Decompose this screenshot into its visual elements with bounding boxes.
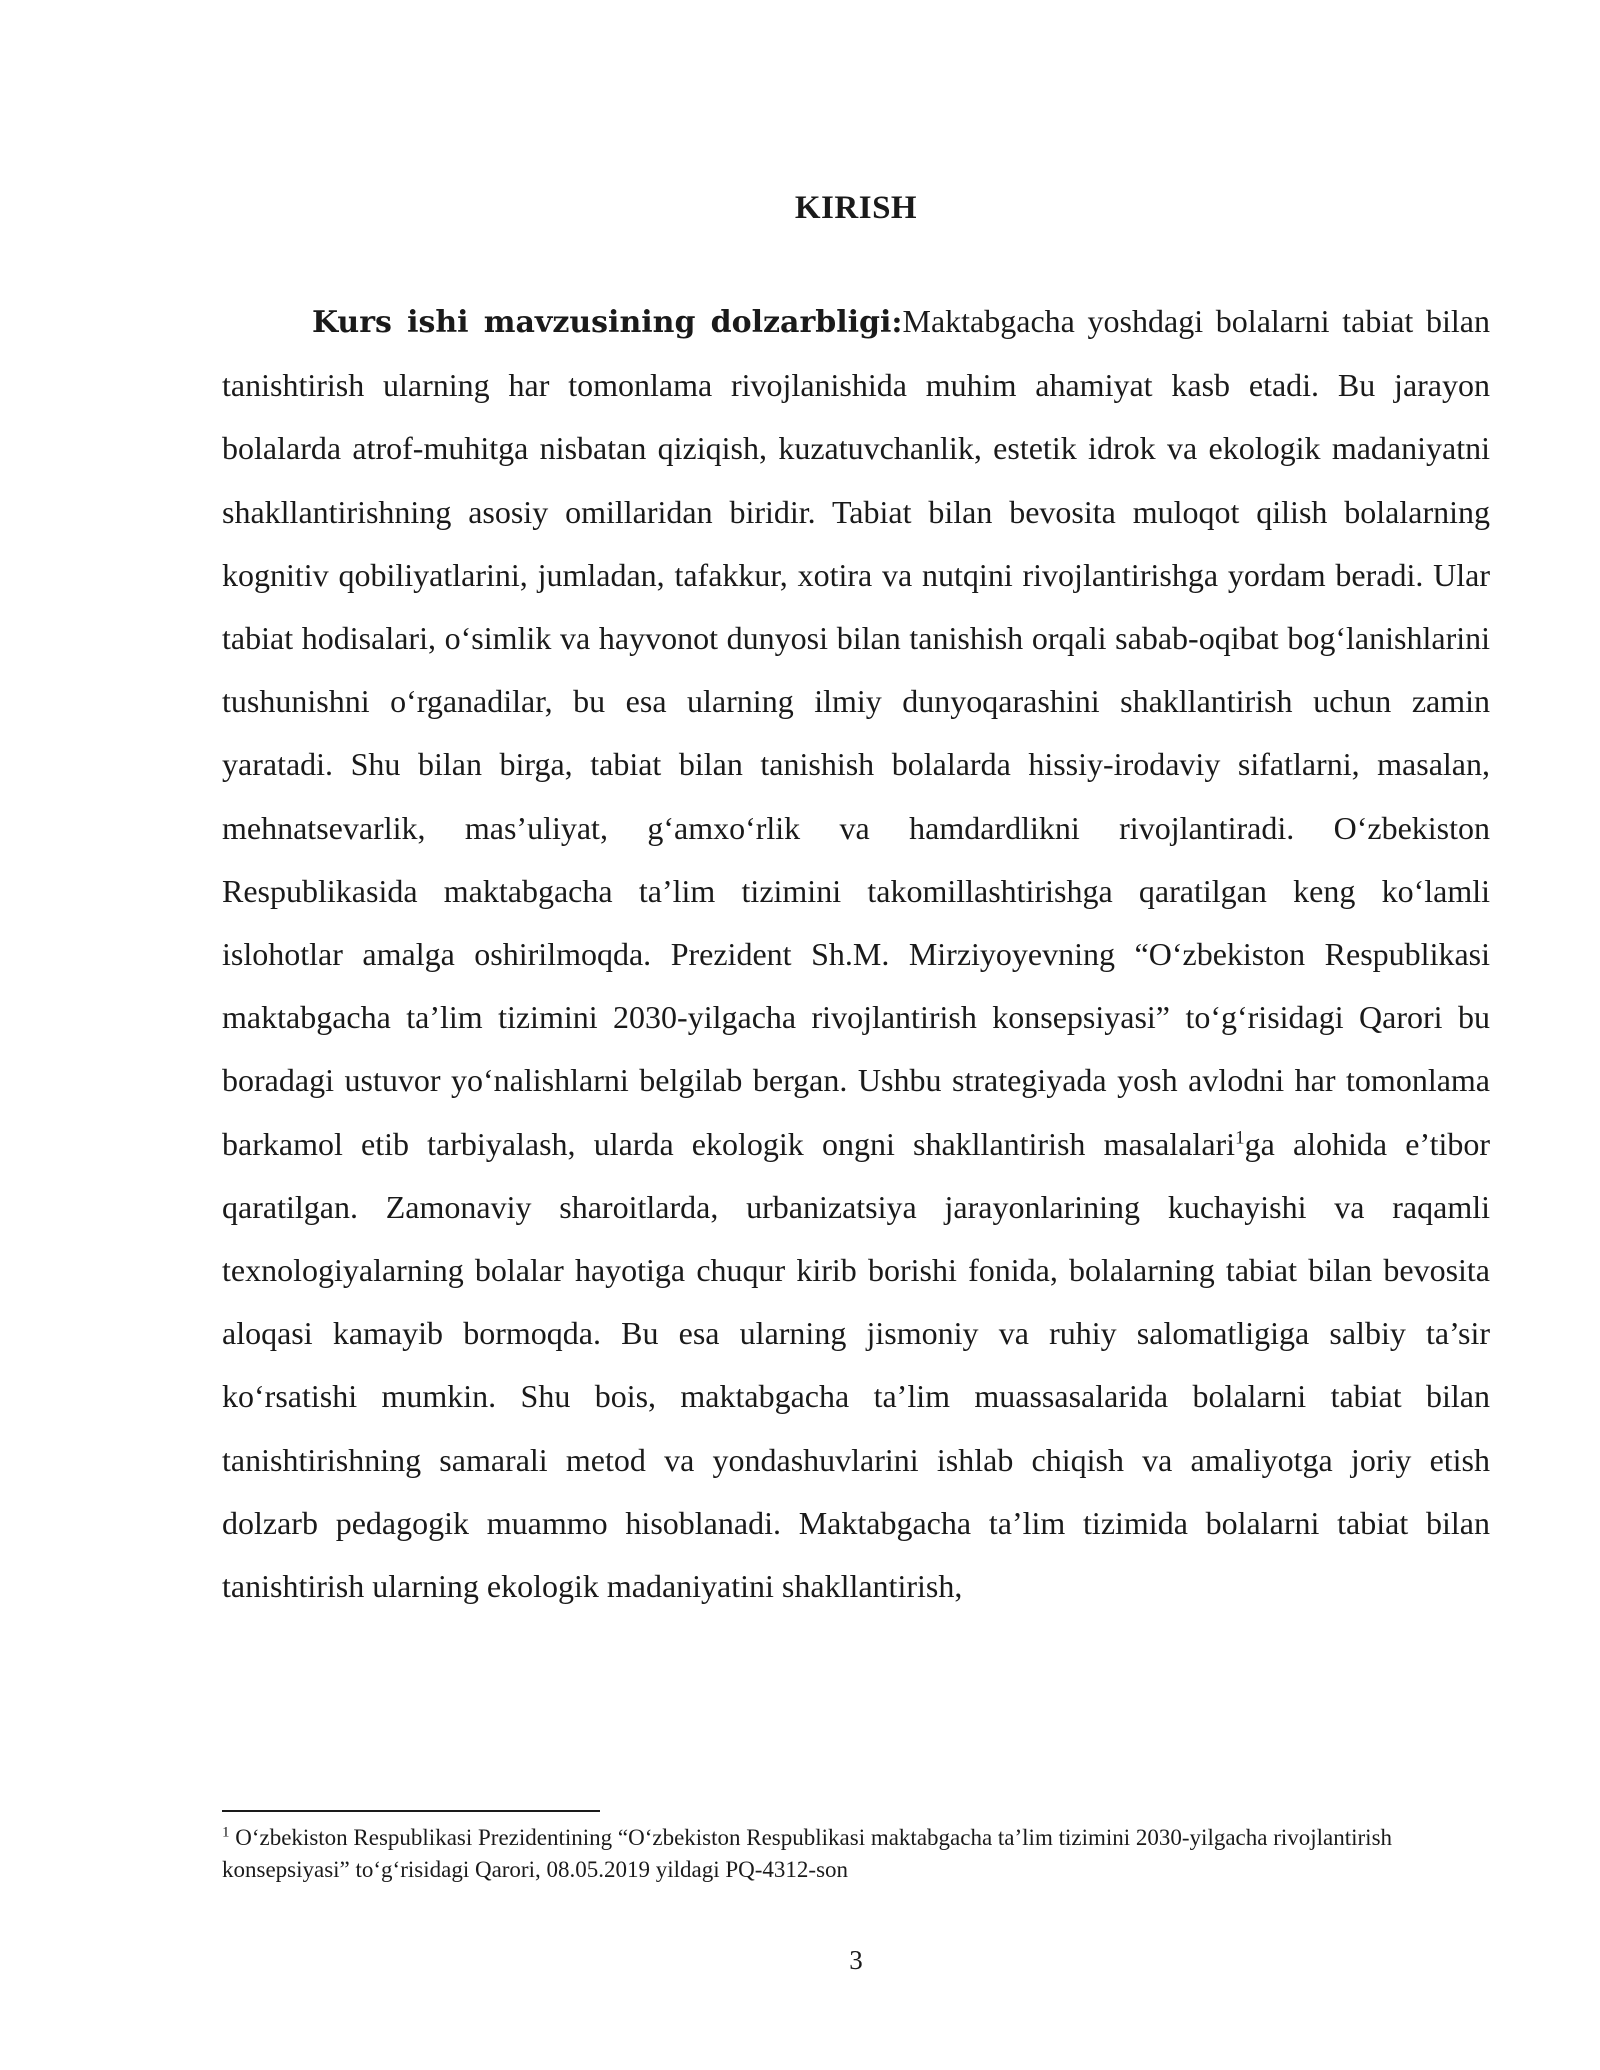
footnote-separator — [222, 1810, 600, 1812]
footnote-marker: 1 — [222, 1824, 230, 1841]
body-paragraph — [222, 290, 1490, 1618]
body-text-part-2: ga alohida e’tibor qaratilgan. Zamonaviy sharoitlarda, urbanizatsiya jarayonlarining kuchayishi va raqamli texnologiyalarning bolalar hayotiga chuqur kirib borishi fonida, bolalarning tabiat bilan bevosita aloqasi kamayib bormoqda. Bu esa ularning jismoniy va ruhiy salomatligiga salbiy ta’sir ko‘rsatishi mumkin. Shu bois, maktabgacha ta’lim muassasalarida bolalarni tabiat bilan tanishtirishning samarali metod va yondashuvlarini ishlab chiqish va amaliyotga joriy etish dolzarb pedagogik muammo hisoblanadi. Maktabgacha ta’lim tizimida bolalarni tabiat bilan tanishtirish ularning ekologik madaniyatini shakllantirish, — [222, 1125, 1491, 1605]
footnote-reference[interactable]: 1 — [1235, 1126, 1245, 1148]
page-number: 3 — [849, 1945, 863, 1975]
body-text-part-1: Maktabgacha yoshdagi bolalarni tabiat bilan tanishtirish ularning har tomonlama rivojlanishida muhim ahamiyat kasb etadi. Bu jarayon bolalarda atrof-muhitga nisbatan qiziqish, kuzatuvchanlik, estetik idrok va ekologik madaniyatni shakllantirishning asosiy omillaridan biridir. Tabiat bilan bevosita muloqot qilish bolalarning kognitiv qobiliyatlarini, jumladan, tafakkur, xotira va nutqini rivojlantirishga yordam beradi. Ular tabiat hodisalari, o‘simlik va hayvonot dunyosi bilan tanishish orqali sabab-oqibat bog‘lanishlarini tushunishni o‘rganadilar, bu esa ularning ilmiy dunyoqarashini shakllantirish uchun zamin yaratadi. Shu bilan birga, tabiat bilan tanishish bolalarda hissiy-irodaviy sifatlarni, masalan, mehnatsevarlik, mas’uliyat, g‘amxo‘rlik va hamdardlikni rivojlantiradi. O‘zbekiston Respublikasida maktabgacha ta’lim tizimini takomillashtirishga qaratilgan keng ko‘lamli islohotlar amalga oshirilmoqda. Prezident Sh.M. Mirziyoyevning “O‘zbekiston Respublikasi maktabgacha ta’lim tizimini 2030-yilgacha rivojlantirish konsepsiyasi” to‘g‘risidagi Qarori bu boradagi ustuvor yo‘nalishlarni belgilab bergan. Ushbu strategiyada yosh avlodni har tomonlama barkamol etib tarbiyalash, ularda ekologik ongni shakllantirish masalalari — [222, 303, 1490, 1162]
footnote-text: O‘zbekiston Respublikasi Prezidentining “O‘zbekiston Respublikasi maktabgacha ta’lim tizimini 2030-yilgacha rivojlantirish konsepsiyasi” to‘g‘risidagi Qarori, 08.05.2019 yildagi PQ-4312-son — [222, 1825, 1393, 1882]
page-title: KIRISH — [794, 190, 918, 226]
footnote — [222, 1822, 1490, 1886]
section-lead-label: Kurs ishi mavzusining dolzarbligi: — [312, 305, 903, 340]
